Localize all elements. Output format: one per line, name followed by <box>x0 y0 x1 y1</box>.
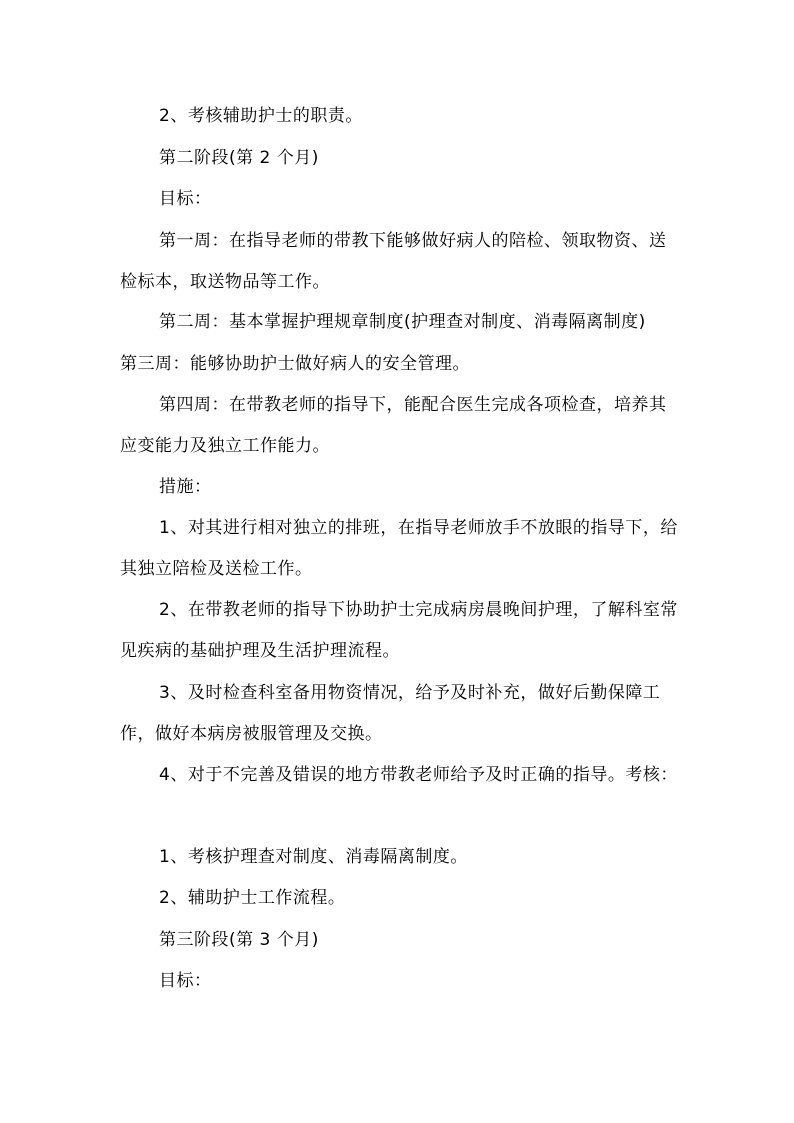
label-goals-stage-three: 目标： <box>159 971 212 991</box>
heading-stage-three: 第三阶段(第 3 个月) <box>159 930 319 950</box>
heading-stage-two: 第二阶段(第 2 个月) <box>159 148 319 168</box>
paragraph-week-four: 第四周：在带教老师的指导下，能配合医生完成各项检查，培养其应变能力及独立工作能力。 <box>120 395 667 456</box>
paragraph-assess-one: 1、考核护理查对制度、消毒隔离制度。 <box>159 847 468 867</box>
paragraph-assess-duties: 2、考核辅助护士的职责。 <box>159 106 363 126</box>
paragraph-week-two: 第二周：基本掌握护理规章制度(护理查对制度、消毒隔离制度) <box>159 312 646 332</box>
paragraph-measure-four: 4、对于不完善及错误的地方带教老师给予及时正确的指导。考核： <box>159 765 678 785</box>
label-measures: 措施： <box>159 477 212 497</box>
label-goals-stage-two: 目标： <box>159 189 212 209</box>
paragraph-measure-one: 1、对其进行相对独立的排班，在指导老师放手不放眼的指导下，给其独立陪检及送检工作。 <box>120 518 678 579</box>
paragraph-measure-three: 3、及时检查科室备用物资情况，给予及时补充，做好后勤保障工作，做好本病房被服管理及交换。 <box>120 683 661 744</box>
paragraph-assess-two: 2、辅助护士工作流程。 <box>159 888 346 908</box>
paragraph-week-three: 第三周：能够协助护士做好病人的安全管理。 <box>120 354 470 374</box>
paragraph-week-one: 第一周：在指导老师的带教下能够做好病人的陪检、领取物资、送检标本，取送物品等工作。 <box>120 231 667 292</box>
paragraph-measure-two: 2、在带教老师的指导下协助护士完成病房晨晚间护理，了解科室常见疾病的基础护理及生活护理流程。 <box>120 600 678 661</box>
